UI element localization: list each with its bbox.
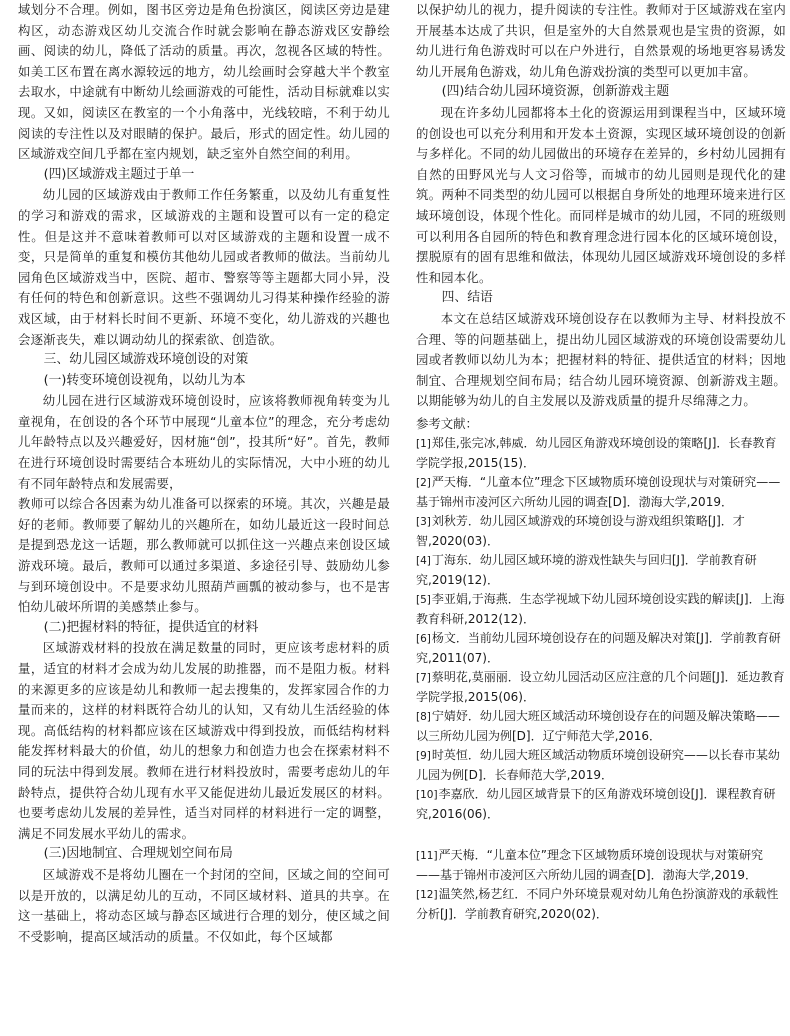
reference-text: 李嘉欣．幼儿园区域背景下的区角游戏环境创设[J]．课程教育研究,2016(06)． (416, 786, 776, 821)
reference-text: 李亚娟,于海燕．生态学视域下幼儿园环境创设实践的解读[J]．上海教育科研,2012(12)． (416, 591, 785, 626)
paragraph-spatial-layout-cont: 域划分不合理。例如，图书区旁边是角色扮演区，阅读区旁边是建构区，动态游戏区幼儿交流合作时就会影响在静态游戏区安静绘画、阅读的幼儿，降低了活动的质量。再次，忽视各区域的特性。如美工区布置在离水源较远的地方，幼儿绘画时会穿越大半个教室去取水，中途就有中断幼儿绘画游戏的可能性，活动目标就难以实现。又如，阅读区在教室的一个小角落中，光线较暗，不利于幼儿阅读的专注性以及对眼睛的保护。最后，形式的固定性。幼儿园的区域游戏空间几乎都在室内规划，缺乏室外自然空间的利用。 (18, 2, 390, 162)
reference-item (416, 551, 786, 590)
heading-space-planning: (三)因地制宜、合理规划空间布局 (43, 846, 233, 862)
reference-text: 温笑然,杨艺红．不同户外环境景观对幼儿角色扮演游戏的承载性分析[J]．学前教育研究,2020(02)． (416, 886, 779, 921)
left-column (18, 0, 390, 1036)
reference-text: 严天梅．“儿童本位”理念下区域物质环境创设现状与对策研究——基于锦州市凌河区六所幼儿园的调查[D]．渤海大学,2019． (416, 847, 763, 882)
reference-number: [1] (416, 437, 431, 450)
heading-materials: (二)把握材料的特征，提供适宜的材料 (43, 619, 259, 635)
reference-item (416, 512, 786, 551)
reference-number: [11] (416, 849, 438, 862)
reference-text: 宁婧妤．幼儿园大班区域活动环境创设存在的问题及解决策略——以三所幼儿园为例[D]．辽宁师范大学,2016． (416, 708, 780, 743)
heading-conclusion: 四、结语 (441, 290, 493, 306)
heading-child-perspective: (一)转变环境创设视角，以幼儿为本 (43, 372, 246, 388)
paragraph-child-perspective: 幼儿园在进行区域游戏环境创设时，应该将教师视角转变为儿童视角，在创设的各个环节中展现“儿童本位”的理念，充分考虑幼儿年龄特点以及兴趣爱好，因材施“创”，投其所“好”。首先，教师在进行环境创设时需要结合本班幼儿的实际情况，大中小班的幼儿有不同年龄特点和发展需要， (18, 393, 390, 491)
paragraph-theme-monotony: 幼儿园的区域游戏由于教师工作任务繁重，以及幼儿有重复性的学习和游戏的需求，区域游戏的主题和设置可以有一定的稳定性。但是这并不意味着教师可以对区域游戏的主题和设置一成不变，只是简单的重复和模仿其他幼儿园或者教师的做法。当前幼儿园角色区域游戏当中，医院、超市、警察等等主题都大同小异，没有任何的特色和创新意识。这些不强调幼儿习得某种操作经验的游戏区域，由于材料长时间不更新、环境不变化，幼儿游戏的兴趣也会逐渐丧失，难以调动幼儿的探索欲、创造欲。 (18, 187, 390, 347)
reference-item (416, 629, 786, 668)
references-list-continued (416, 846, 786, 924)
reference-text: 时英恒．幼儿园大班区域活动物质环境创设研究——以长春市某幼儿园为例[D]．长春师范大学,2019． (416, 747, 780, 782)
column-gap (416, 824, 786, 846)
reference-text: 杨文．当前幼儿园环境创设存在的问题及解决对策[J]．学前教育研究,2011(07)． (416, 630, 781, 665)
paragraph-outdoor-cont: 以保护幼儿的视力，提升阅读的专注性。教师对于区域游戏在室内开展基本达成了共识，但是室外的大自然景观也是宝贵的资源，如幼儿进行角色游戏时可以在户外进行，自然景观的场地更容易诱发幼儿开展角色游戏，幼儿角色游戏扮演的类型可以更加丰富。 (416, 2, 786, 79)
reference-number: [8] (416, 710, 431, 723)
reference-item (416, 746, 786, 785)
heading-section-three: 三、幼儿园区域游戏环境创设的对策 (43, 352, 249, 368)
reference-text: 刘秋芳．幼儿园区域游戏的环境创设与游戏组织策略[J]．才智,2020(03)． (416, 513, 745, 548)
reference-text: 丁海东．幼儿园区域环境的游戏性缺失与回归[J]．学前教育研究,2019(12)． (416, 552, 757, 587)
heading-theme-monotony: (四)区域游戏主题过于单一 (43, 166, 195, 182)
reference-text: 郑佳,张完冰,韩威．幼儿园区角游戏环境创设的策略[J]．长春教育学院学报,2015(15)． (416, 435, 777, 470)
reference-item (416, 590, 786, 629)
paragraph-innovate-theme: 现在许多幼儿园都将本土化的资源运用到课程当中，区域环境的创设也可以充分利用和开发本土资源，实现区域环境创设的创新与多样化。不同的幼儿园做出的环境存在差异的，乡村幼儿园拥有自然的田野风光与人文习俗等，而城市的幼儿园则是现代化的建筑。两种不同类型的幼儿园可以根据自身所处的地理环境来进行区域环境创设，体现个性化。而同样是城市的幼儿园，不同的班级则可以利用各自园所的特色和教育理念进行园本化的区域环境创设，摆脱原有的固有思维和做法，体现幼儿园区域游戏环境创设的多样性和园本化。 (416, 104, 786, 285)
reference-item (416, 707, 786, 746)
reference-text: 严天梅．“儿童本位”理念下区域物质环境创设现状与对策研究——基于锦州市凌河区六所幼儿园的调查[D]．渤海大学,2019． (416, 474, 781, 509)
reference-text: 蔡明花,莫丽丽．设立幼儿园活动区应注意的几个问题[J]．延边教育学院学报,2015(06)． (416, 669, 785, 704)
right-column (416, 0, 786, 1036)
reference-number: [4] (416, 554, 431, 567)
reference-item (416, 846, 786, 885)
paragraph-child-perspective-cont: 教师可以综合各因素为幼儿准备可以探索的环境。其次，兴趣是最好的老师。教师要了解幼儿的兴趣所在，如幼儿最近这一段时间总是提到恐龙这一话题，那么教师就可以抓住这一兴趣点来创设区域游戏环境。最后，教师可以通过多渠道、多途径引导、鼓励幼儿参与到环境创设中。不是要求幼儿照葫芦画瓢的被动参与，也不是害怕幼儿破坏所谓的美感禁止参与。 (18, 496, 390, 615)
references-title: 参考文献： (416, 415, 478, 431)
reference-number: [6] (416, 632, 431, 645)
reference-number: [5] (416, 593, 431, 606)
paragraph-materials: 区域游戏材料的投放在满足数量的同时，更应该考虑材料的质量，适宜的材料才会成为幼儿发展的助推器，而不是阻力板。材料的来源更多的应该是幼儿和教师一起去搜集的，发挥家园合作的力量而来的，这样的材料既符合幼儿的认知，又有幼儿生活经验的体现。高低结构的材料都应该在区域游戏中得到投放，而低结构材料能发挥材料最大的价值，幼儿的想象力和创造力也会在探索材料不同的玩法中得到发展。教师在进行材料投放时，需要考虑幼儿的年龄特点，提供符合幼儿现有水平又能促进幼儿最近发展区的材料。也要考虑幼儿发展的差异性，适当对同样的材料进行一定的调整，满足不同发展水平幼儿的需求。 (18, 640, 390, 841)
heading-innovate-theme: (四)结合幼儿园环境资源，创新游戏主题 (441, 84, 670, 100)
reference-number: [12] (416, 888, 438, 901)
reference-item (416, 885, 786, 924)
reference-number: [2] (416, 476, 431, 489)
reference-number: [3] (416, 515, 431, 528)
reference-item (416, 473, 786, 512)
reference-item (416, 785, 786, 824)
references-list (416, 434, 786, 824)
reference-number: [9] (416, 749, 431, 762)
reference-number: [7] (416, 671, 431, 684)
reference-item (416, 668, 786, 707)
reference-item (416, 434, 786, 473)
reference-number: [10] (416, 788, 438, 801)
paragraph-conclusion: 本文在总结区域游戏环境创设存在以教师为主导、材料投放不合理、等的问题基础上，提出幼儿园区域游戏的环境创设需要幼儿园或者教师以幼儿为本；把握材料的特征、提供适宜的材料；因地制宜、合理规划空间布局；结合幼儿园环境资源、创新游戏主题。以期能够为幼儿的自主发展以及游戏质量的提升尽绵薄之力。 (416, 310, 786, 409)
paragraph-space-planning: 区域游戏不是将幼儿圈在一个封闭的空间，区域之间的空间可以是开放的，以满足幼儿的互动，不同区域材料、道具的共享。在这一基础上，将动态区域与静态区域进行合理的划分，使区域之间不受影响，提高区域活动的质量。不仅如此，每个区域都 (18, 866, 390, 944)
